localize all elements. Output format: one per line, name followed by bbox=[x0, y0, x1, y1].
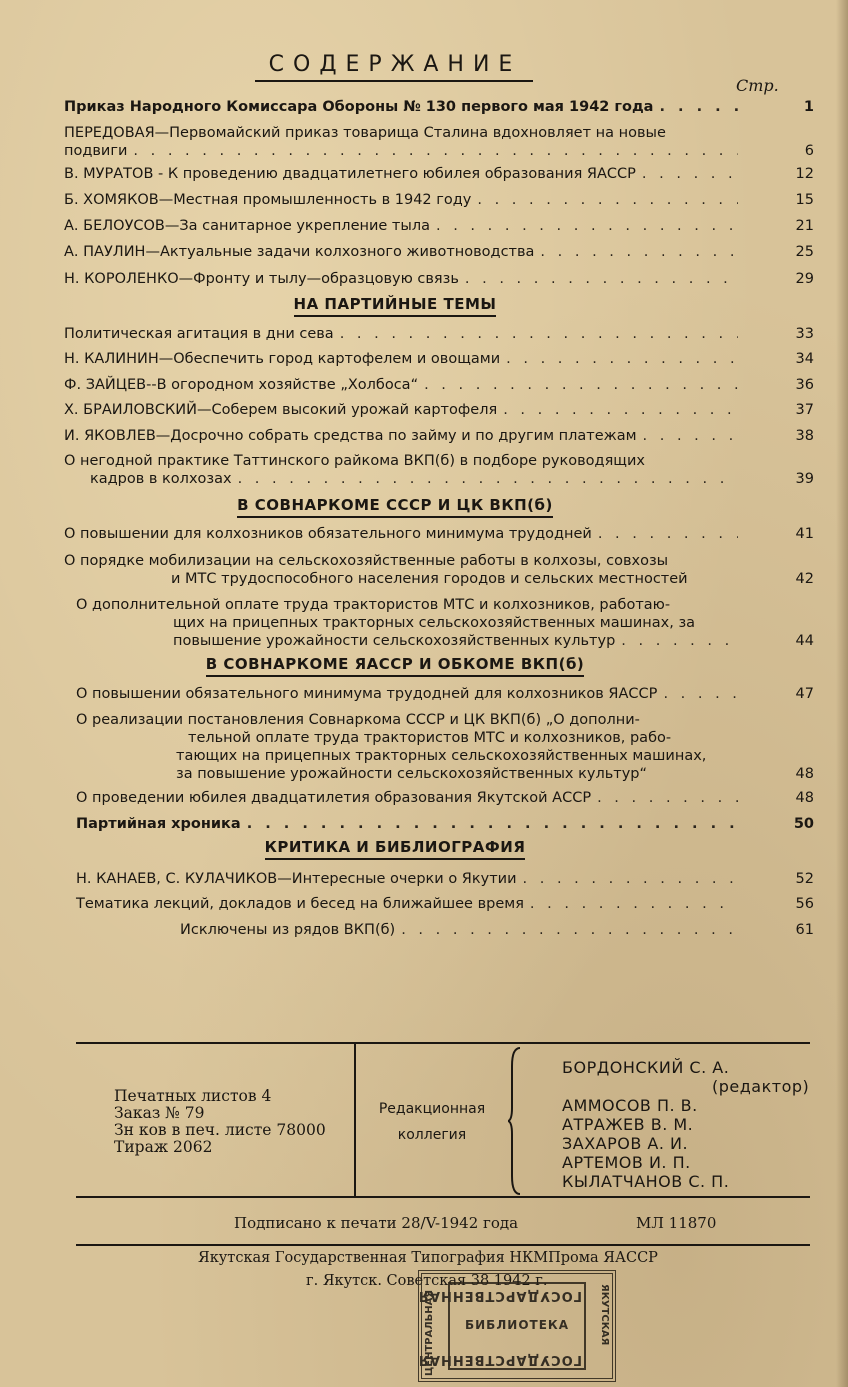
leader-dots bbox=[643, 427, 738, 445]
editor-name: ЗАХАРОВ А. И. bbox=[562, 1134, 689, 1153]
stamp-text-right: ЯКУТСКАЯ bbox=[599, 1284, 610, 1346]
toc-entry[interactable] bbox=[64, 525, 814, 543]
toc-entry-text: Н. КОРОЛЕНКО—Фронту и тылу—образцовую связь bbox=[64, 271, 459, 287]
toc-entry-page: 48 bbox=[795, 766, 814, 782]
toc-entry-page: 44 bbox=[795, 633, 814, 649]
toc-entry[interactable] bbox=[64, 270, 814, 288]
library-stamp bbox=[418, 1270, 616, 1382]
toc-entry[interactable] bbox=[64, 191, 814, 209]
leader-dots bbox=[506, 350, 738, 368]
leader-dots bbox=[340, 325, 738, 343]
toc-entry-page: 25 bbox=[795, 244, 814, 260]
editor-name: АРТЕМОВ И. П. bbox=[562, 1153, 691, 1172]
printer-line-2: г. Якутск. Советская 38 1942 г. bbox=[306, 1273, 548, 1289]
toc-entry-text: О проведении юбилея двадцатилетия образования Якутской АССР bbox=[76, 790, 592, 806]
leader-dots bbox=[621, 632, 738, 650]
toc-entry-page: 6 bbox=[804, 143, 814, 159]
toc-entry[interactable] bbox=[64, 124, 814, 160]
toc-entry-text: О негодной практике Таттинского райкома ВКП(б) в подборе руководящих bbox=[64, 453, 645, 469]
toc-entry-page: 12 bbox=[795, 166, 814, 182]
toc-entry-text: Б. ХОМЯКОВ—Местная промышленность в 1942 году bbox=[64, 192, 472, 208]
toc-entry-page: 29 bbox=[795, 271, 814, 287]
page-column-label: Стр. bbox=[736, 76, 779, 95]
brace-icon bbox=[508, 1046, 522, 1196]
toc-entry-text: Ф. ЗАЙЦЕВ--В огородном хозяйстве „Холбоса“ bbox=[64, 377, 419, 393]
toc-entry-text: Х. БРАИЛОВСКИЙ—Соберем высокий урожай картофеля bbox=[64, 402, 498, 418]
stamp-text-top: ГОСУДАРСТВЕННАЯ bbox=[417, 1288, 582, 1303]
toc-entry-text: ПЕРЕДОВАЯ—Первомайский приказ товарища Сталина вдохновляет на новые bbox=[64, 125, 666, 141]
toc-entry-page: 56 bbox=[795, 896, 814, 912]
toc-entry-page: 15 bbox=[795, 192, 814, 208]
toc-entry-page: 36 bbox=[795, 377, 814, 393]
leader-dots bbox=[477, 191, 738, 209]
toc-entry-text: А. БЕЛОУСОВ—За санитарное укрепление тыла bbox=[64, 218, 430, 234]
section-heading-sovnarkom-ussr: В СОВНАРКОМЕ СССР И ЦК ВКП(б) bbox=[0, 496, 790, 514]
ml-code: МЛ 11870 bbox=[636, 1214, 717, 1232]
editor-name: АММОСОВ П. В. bbox=[562, 1096, 698, 1115]
page-edge-shadow bbox=[836, 0, 848, 1387]
leader-dots bbox=[523, 870, 738, 888]
leader-dots bbox=[133, 142, 738, 160]
toc-entry[interactable] bbox=[76, 789, 814, 807]
toc-entry-text: кадров в колхозах bbox=[90, 471, 232, 487]
editor-name: АТРАЖЕВ В. М. bbox=[562, 1115, 694, 1134]
editor-name: КЫЛАТЧАНОВ С. П. bbox=[562, 1172, 730, 1191]
stamp-text-middle: БИБЛИОТЕКА bbox=[464, 1318, 570, 1332]
editorial-board-list bbox=[562, 1058, 809, 1191]
stamp-text-left: ЦЕНТРАЛЬНАЯ bbox=[424, 1289, 435, 1376]
section-heading-sovnarkom-yassr: В СОВНАРКОМЕ ЯАССР И ОБКОМЕ ВКП(б) bbox=[0, 655, 790, 673]
toc-entry[interactable] bbox=[64, 165, 814, 183]
toc-entry-text: подвиги bbox=[64, 143, 128, 159]
imprint-print-run: Тираж 2062 bbox=[114, 1138, 213, 1156]
toc-entry-page: 50 bbox=[793, 816, 814, 832]
toc-entry-text: А. ПАУЛИН—Актуальные задачи колхозного животноводства bbox=[64, 244, 535, 260]
toc-entry-page: 52 bbox=[795, 871, 814, 887]
leader-dots bbox=[401, 921, 738, 939]
toc-entry-text: О повышении для колхозников обязательного минимума трудодней bbox=[64, 526, 592, 542]
toc-entry-page: 39 bbox=[795, 471, 814, 487]
toc-entry[interactable] bbox=[76, 596, 814, 650]
toc-entry-text: щих на прицепных тракторных сельскохозяйственных машинах, за bbox=[173, 615, 696, 631]
toc-entry[interactable] bbox=[64, 401, 814, 419]
toc-entry-text: Приказ Народного Комиссара Обороны № 130 первого мая 1942 года bbox=[64, 99, 654, 115]
toc-entry-page: 37 bbox=[795, 402, 814, 418]
leader-dots bbox=[659, 98, 738, 116]
toc-entry[interactable] bbox=[76, 895, 814, 913]
leader-dots bbox=[530, 895, 738, 913]
imprint-order: Заказ № 79 bbox=[114, 1104, 205, 1122]
leader-dots bbox=[238, 470, 738, 488]
toc-entry[interactable] bbox=[64, 427, 814, 445]
title-underline bbox=[255, 80, 533, 82]
editorial-board-label: Редакционная коллегия bbox=[378, 1101, 486, 1143]
toc-entry[interactable] bbox=[180, 921, 814, 939]
toc-entry-text: И. ЯКОВЛЕВ—Досрочно собрать средства по займу и по другим платежам bbox=[64, 428, 637, 444]
imprint-divider bbox=[354, 1044, 356, 1196]
toc-entry-text: О дополнительной оплате труда трактористов МТС и колхозников, работаю- bbox=[76, 597, 671, 613]
toc-entry-text: повышение урожайности сельскохозяйственных культур bbox=[173, 633, 616, 649]
toc-entry[interactable] bbox=[64, 452, 814, 488]
toc-entry-text: за повышение урожайности сельскохозяйственных культур“ bbox=[176, 766, 648, 782]
leader-dots bbox=[597, 789, 738, 807]
toc-entry-text: О повышении обязательного минимума трудодней для колхозников ЯАССР bbox=[76, 686, 658, 702]
toc-entry-text: О порядке мобилизации на сельскохозяйственные работы в колхозы, совхозы bbox=[64, 553, 669, 569]
toc-entry-page: 61 bbox=[795, 922, 814, 938]
toc-entry[interactable] bbox=[64, 325, 814, 343]
imprint-top-rule bbox=[76, 1042, 810, 1044]
toc-entry-text: Политическая агитация в дни сева bbox=[64, 326, 334, 342]
imprint-bottom-rule bbox=[76, 1196, 810, 1198]
printer-line-1: Якутская Государственная Типография НКМПрома ЯАССР bbox=[198, 1250, 658, 1266]
leader-dots bbox=[642, 165, 738, 183]
toc-entry[interactable] bbox=[64, 243, 814, 261]
leader-dots bbox=[598, 525, 738, 543]
toc-entry-text: Н. КАЛИНИН—Обеспечить город картофелем и овощами bbox=[64, 351, 501, 367]
leader-dots bbox=[540, 243, 738, 261]
leader-dots bbox=[436, 217, 738, 235]
toc-entry-text: В. МУРАТОВ - К проведению двадцатилетнего юбилея образования ЯАССР bbox=[64, 166, 636, 182]
toc-entry[interactable] bbox=[64, 376, 814, 394]
leader-dots bbox=[247, 815, 738, 833]
section-heading-critique: КРИТИКА И БИБЛИОГРАФИЯ bbox=[0, 838, 790, 856]
toc-entry-page: 33 bbox=[795, 326, 814, 342]
toc-entry[interactable] bbox=[64, 350, 814, 368]
toc-entry-text: тельной оплате труда трактористов МТС и колхозников, рабо- bbox=[188, 730, 672, 746]
toc-entry[interactable] bbox=[76, 870, 814, 888]
imprint-sheets: Печатных листов 4 bbox=[114, 1087, 272, 1105]
toc-entry-text: и МТС трудоспособного населения городов и сельских местностей bbox=[171, 571, 688, 587]
toc-entry[interactable] bbox=[64, 217, 814, 235]
editor-name: БОРДОНСКИЙ С. А. bbox=[562, 1058, 730, 1077]
leader-dots bbox=[424, 376, 738, 394]
toc-entry-text: О реализации постановления Совнаркома СССР и ЦК ВКП(б) „О дополни- bbox=[76, 712, 640, 728]
stamp-text-bottom: ГОСУДАРСТВЕННАЯ bbox=[417, 1352, 582, 1367]
editor-role: (редактор) bbox=[712, 1077, 810, 1096]
toc-entry-page: 34 bbox=[795, 351, 814, 367]
toc-entry-text: Тематика лекций, докладов и бесед на ближайшее время bbox=[76, 896, 524, 912]
section-heading-party: НА ПАРТИЙНЫЕ ТЕМЫ bbox=[0, 295, 790, 313]
toc-entry-text: Н. КАНАЕВ, С. КУЛАЧИКОВ—Интересные очерки о Якутии bbox=[76, 871, 517, 887]
page-title: СОДЕРЖАНИЕ bbox=[268, 52, 522, 77]
leader-dots bbox=[465, 270, 738, 288]
signed-for-print: Подписано к печати 28/V-1942 года bbox=[234, 1214, 519, 1232]
toc-entry[interactable] bbox=[64, 552, 814, 588]
toc-entry-text: тающих на прицепных тракторных сельскохозяйственных машинах, bbox=[176, 748, 707, 764]
toc-entry-page: 42 bbox=[795, 571, 814, 587]
toc-entry-page: 21 bbox=[795, 218, 814, 234]
toc-entry[interactable] bbox=[76, 711, 814, 783]
leader-dots bbox=[503, 401, 738, 419]
toc-entry[interactable] bbox=[64, 98, 814, 116]
leader-dots bbox=[663, 685, 738, 703]
toc-entry-page: 1 bbox=[803, 99, 814, 115]
toc-entry-page: 48 bbox=[795, 790, 814, 806]
toc-entry-page: 38 bbox=[795, 428, 814, 444]
printer-top-rule bbox=[76, 1244, 810, 1246]
toc-entry-page: 41 bbox=[795, 526, 814, 542]
imprint-chars: Зн ков в печ. листе 78000 bbox=[114, 1121, 326, 1139]
toc-entry-page: 47 bbox=[795, 686, 814, 702]
toc-entry-text: Исключены из рядов ВКП(б) bbox=[180, 922, 396, 938]
toc-entry[interactable] bbox=[76, 685, 814, 703]
toc-entry[interactable] bbox=[76, 815, 814, 833]
toc-entry-text: Партийная хроника bbox=[76, 816, 241, 832]
imprint-block bbox=[114, 1088, 326, 1156]
